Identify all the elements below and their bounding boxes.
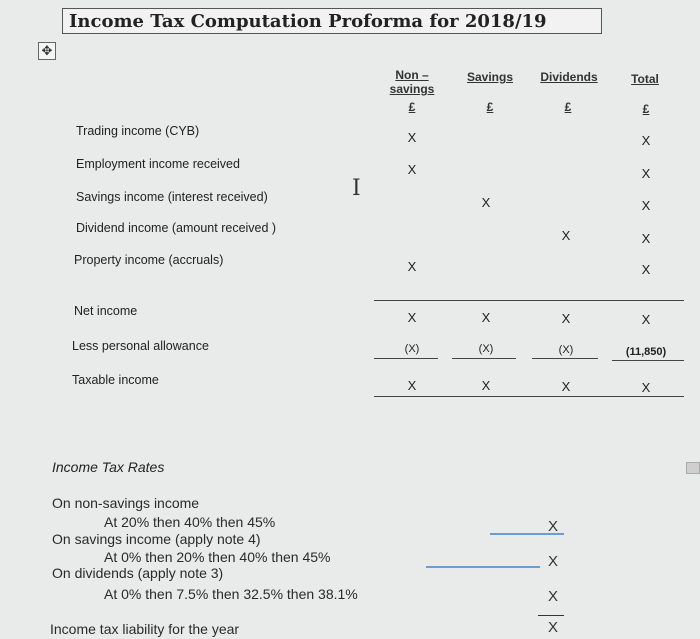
column-heading-savings: Savings — [466, 70, 514, 84]
text-cursor-icon: I — [352, 176, 361, 201]
divider-net-income — [374, 300, 684, 301]
mark-savings-tax: X — [548, 553, 559, 570]
cell-net-non-savings: X — [407, 310, 417, 325]
column-unit-non-savings: £ — [408, 100, 416, 114]
cell-taxable-dividends: X — [561, 379, 571, 394]
divider-pa-non-savings — [374, 358, 438, 359]
column-heading-dividends: Dividends — [540, 70, 598, 84]
mark-non-savings-tax: X — [548, 518, 559, 535]
divider-pa-savings — [452, 358, 516, 359]
cell-trading-non-savings: X — [407, 130, 417, 145]
column-heading-total: Total — [631, 72, 659, 86]
cell-taxable-non-savings: X — [407, 378, 417, 393]
column-unit-total: £ — [642, 102, 650, 116]
cell-employment-total: X — [641, 166, 651, 181]
row-label-employment-income: Employment income received — [76, 157, 240, 171]
row-label-dividend-income: Dividend income (amount received ) — [76, 221, 277, 235]
move-handle-icon[interactable]: ✥ — [38, 42, 56, 60]
divider-liability — [538, 615, 564, 616]
cell-savings-total: X — [641, 198, 651, 213]
cell-net-dividends: X — [561, 311, 571, 326]
column-unit-savings: £ — [486, 100, 494, 114]
cell-pa-dividends: (X) — [558, 344, 574, 356]
rates-title: Income Tax Rates — [52, 459, 165, 475]
scrollbar-thumb[interactable] — [686, 462, 700, 474]
cell-net-total: X — [641, 312, 651, 327]
cell-pa-savings: (X) — [478, 343, 494, 355]
rate-dividends-rates: At 0% then 7.5% then 32.5% then 38.1% — [104, 586, 358, 602]
row-label-taxable-income: Taxable income — [72, 373, 159, 387]
mark-liability: X — [548, 619, 559, 636]
row-label-personal-allowance: Less personal allowance — [72, 339, 209, 353]
cell-property-non-savings: X — [407, 259, 417, 274]
cell-dividend-dividends: X — [561, 228, 571, 243]
row-label-property-income: Property income (accruals) — [74, 253, 224, 267]
row-label-net-income: Net income — [74, 304, 138, 318]
cell-pa-non-savings: (X) — [404, 343, 420, 355]
column-heading-non-savings: Non – savings — [389, 68, 435, 96]
cell-dividend-total: X — [641, 231, 651, 246]
cell-property-total: X — [641, 262, 651, 277]
divider-pa-total — [612, 360, 684, 361]
cell-net-savings: X — [481, 310, 491, 325]
mark-dividends-tax: X — [548, 588, 559, 605]
cell-taxable-savings: X — [481, 378, 491, 393]
rate-dividends-heading: On dividends (apply note 3) — [52, 565, 224, 581]
divider-taxable-income — [374, 396, 684, 397]
page-title: Income Tax Computation Proforma for 2018/19 — [62, 8, 602, 34]
divider-pa-dividends — [532, 358, 598, 359]
cell-taxable-total: X — [641, 380, 651, 395]
row-label-savings-income: Savings income (interest received) — [76, 190, 268, 204]
cell-pa-total: (11,850) — [625, 346, 667, 358]
rate-liability-label: Income tax liability for the year — [50, 621, 240, 637]
rate-savings-heading: On savings income (apply note 4) — [52, 531, 261, 547]
rate-non-savings-heading: On non-savings income — [52, 495, 200, 511]
underline-savings-tax — [426, 566, 540, 568]
cell-employment-non-savings: X — [407, 162, 417, 177]
cell-savings-savings: X — [481, 195, 491, 210]
column-unit-dividends: £ — [564, 100, 572, 114]
row-label-trading-income: Trading income (CYB) — [76, 124, 200, 138]
cell-trading-total: X — [641, 133, 651, 148]
rate-non-savings-rates: At 20% then 40% then 45% — [104, 514, 276, 530]
rate-savings-rates: At 0% then 20% then 40% then 45% — [104, 549, 331, 565]
